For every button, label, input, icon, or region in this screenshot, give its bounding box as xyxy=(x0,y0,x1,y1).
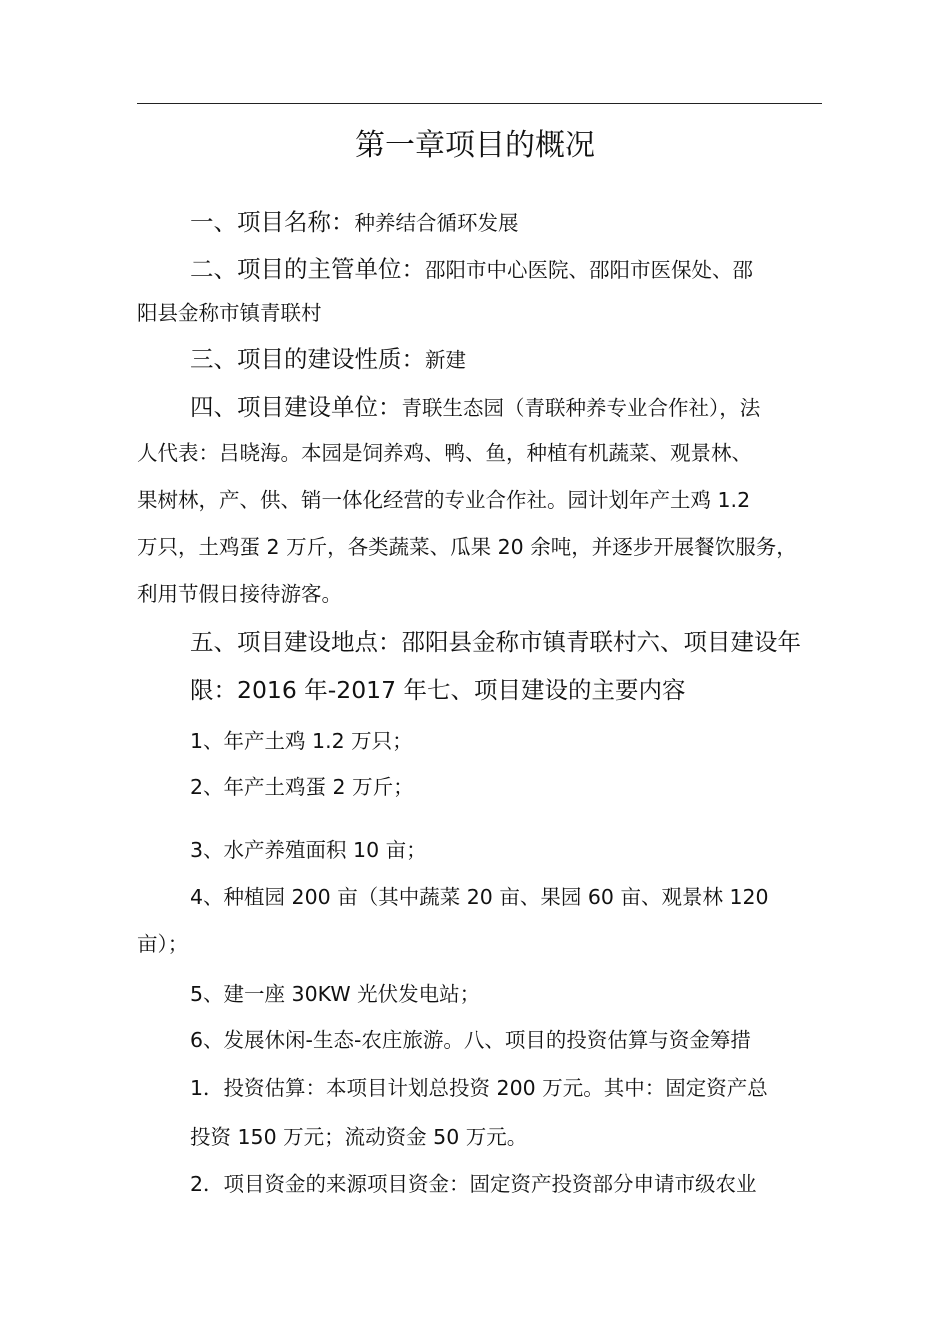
item-label: 三、项目的建设性质： xyxy=(190,345,425,373)
item-text: 1．投资估算：本项目计划总投资 200 万元。其中：固定资产总 xyxy=(190,1076,768,1100)
item-text: 3、水产养殖面积 10 亩； xyxy=(190,838,427,862)
item-label: 一、项目名称： xyxy=(190,208,355,236)
list-item xyxy=(190,773,414,801)
item-text: 新建 xyxy=(425,348,466,372)
paragraph-line xyxy=(190,674,686,706)
item-text: 邵阳县金称市镇青联村六、项目建设年 xyxy=(401,628,801,656)
paragraph-line xyxy=(137,486,750,514)
list-item xyxy=(190,727,413,755)
item-text: 5、建一座 30KW 光伏发电站； xyxy=(190,982,481,1006)
paragraph-line xyxy=(137,533,797,561)
item-construction-unit xyxy=(190,393,760,422)
item-label: 二、项目的主管单位： xyxy=(190,255,425,283)
item-text: 6、发展休闲-生态-农庄旅游。八、项目的投资估算与资金筹措 xyxy=(190,1028,751,1052)
item-text: 阳县金称市镇青联村 xyxy=(137,301,322,325)
item-text: 1、年产土鸡 1.2 万只； xyxy=(190,729,413,753)
item-label: 四、项目建设单位： xyxy=(190,393,402,421)
item-supervising-unit-cont xyxy=(137,299,322,327)
list-item xyxy=(190,980,480,1008)
paragraph-line xyxy=(190,1123,527,1151)
item-supervising-unit xyxy=(190,255,753,284)
list-item xyxy=(190,836,427,864)
item-text: 利用节假日接待游客。 xyxy=(137,582,342,606)
item-text: 青联生态园（青联种养专业合作社），法 xyxy=(401,396,761,420)
list-item xyxy=(190,883,769,911)
item-text: 种养结合循环发展 xyxy=(354,211,519,235)
page-title: 第一章项目的概况 xyxy=(355,128,595,164)
list-item xyxy=(190,1026,751,1054)
item-text: 邵阳市中心医院、邵阳市医保处、邵 xyxy=(425,258,753,282)
header-rule xyxy=(137,103,822,104)
paragraph-line xyxy=(137,930,188,958)
paragraph-line xyxy=(137,580,342,608)
item-construction-site xyxy=(190,626,801,658)
item-text: 限：2016 年-2017 年七、项目建设的主要内容 xyxy=(190,676,686,704)
item-label: 五、项目建设地点： xyxy=(190,628,402,656)
item-text: 2．项目资金的来源项目资金：固定资产投资部分申请市级农业 xyxy=(190,1172,757,1196)
item-construction-nature xyxy=(190,345,466,374)
item-text: 亩）； xyxy=(137,932,189,956)
item-project-name xyxy=(190,208,519,237)
item-text: 4、种植园 200 亩（其中蔬菜 20 亩、果园 60 亩、观景林 120 xyxy=(190,885,769,909)
list-item xyxy=(190,1074,768,1102)
item-text: 投资 150 万元；流动资金 50 万元。 xyxy=(190,1125,528,1149)
item-text: 果树林，产、供、销一体化经营的专业合作社。园计划年产土鸡 1.2 xyxy=(137,488,751,512)
item-text: 人代表：吕晓海。本园是饲养鸡、鸭、鱼，种植有机蔬菜、观景林、 xyxy=(137,441,752,465)
item-text: 2、年产土鸡蛋 2 万斤； xyxy=(190,775,414,799)
paragraph-line xyxy=(137,439,752,467)
item-text: 万只，土鸡蛋 2 万斤，各类蔬菜、瓜果 20 余吨，并逐步开展餐饮服务， xyxy=(137,535,797,559)
list-item xyxy=(190,1170,757,1198)
